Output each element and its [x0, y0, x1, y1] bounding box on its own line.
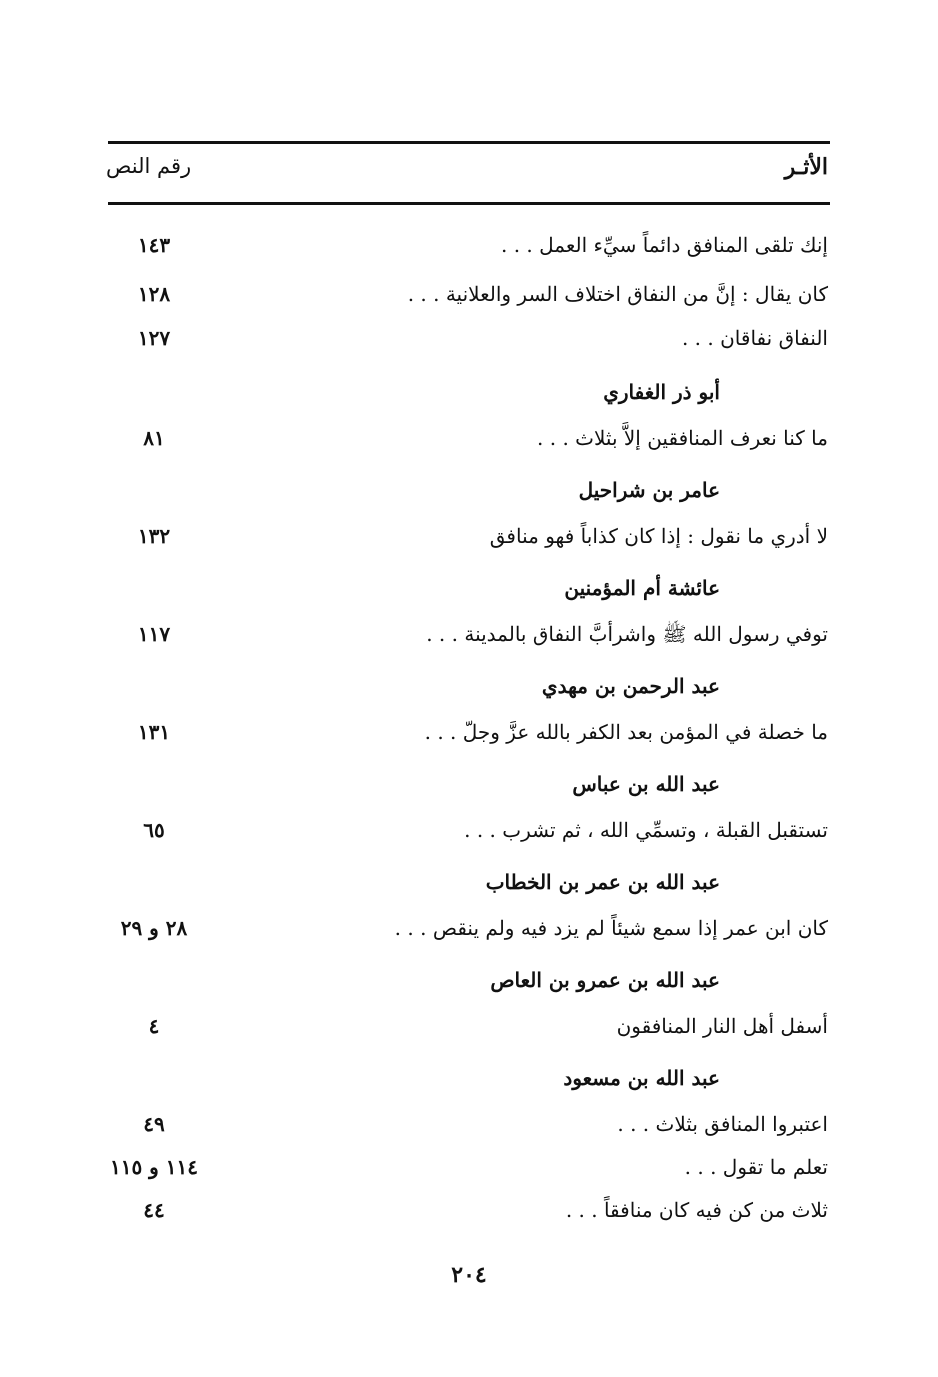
section-name: عبد الله بن مسعود: [563, 1066, 720, 1090]
entry-text: أسفل أهل النار المنافقون: [616, 1014, 828, 1038]
entry-number: ١٣١: [137, 720, 171, 744]
entry-text: ما خصلة في المؤمن بعد الكفر بالله عزَّ وجلّ . . .: [424, 720, 828, 744]
entry-number: ٤: [148, 1014, 160, 1038]
section-heading: [108, 573, 828, 607]
list-item: [108, 423, 828, 457]
section-name: عبد الله بن عمرو بن العاص: [490, 968, 720, 992]
section-heading: [108, 1063, 828, 1097]
section-heading: [108, 965, 828, 999]
entry-number: ٤٩: [143, 1112, 165, 1136]
entry-text: كان يقال : إنَّ من النفاق اختلاف السر والعلانية . . .: [407, 282, 828, 306]
entry-number: ٦٥: [143, 818, 165, 842]
entry-number: ١١٤ و ١١٥: [109, 1155, 199, 1179]
list-item: [108, 279, 828, 313]
entry-text: ما كنا نعرف المنافقين إلاَّ بثلاث . . .: [537, 426, 828, 450]
list-item: [108, 1011, 828, 1045]
entry-text: كان ابن عمر إذا سمع شيئاً لم يزد فيه ولم ينقص . . .: [394, 916, 828, 940]
section-name: أبو ذر الغفاري: [603, 380, 720, 404]
list-item: [108, 230, 828, 264]
list-item: [108, 1109, 828, 1143]
list-item: [108, 913, 828, 947]
list-item: [108, 717, 828, 751]
entry-text: تستقبل القبلة ، وتسمِّي الله ، ثم تشرب . . .: [464, 818, 828, 842]
section-heading: [108, 377, 828, 411]
entry-number: ٨١: [143, 426, 165, 450]
entry-text: توفي رسول الله ﷺ واشرأبَّ النفاق بالمدينة . . .: [426, 622, 828, 646]
list-item: [108, 521, 828, 555]
entry-text: اعتبروا المنافق بثلاث . . .: [617, 1112, 828, 1136]
list-item: [108, 1152, 828, 1186]
entry-number: ١١٧: [137, 622, 171, 646]
list-item: [108, 619, 828, 653]
entry-text: إنك تلقى المنافق دائماً سيِّء العمل . . .: [501, 233, 828, 257]
entry-text: النفاق نفاقان . . .: [681, 326, 828, 350]
list-item: [108, 323, 828, 357]
section-name: عائشة أم المؤمنين: [564, 576, 720, 600]
entry-number: ٤٤: [143, 1198, 165, 1222]
column-header-athar: الأثـر: [784, 154, 828, 180]
header-bottom-rule: [108, 202, 830, 205]
section-name: عبد الله بن عمر بن الخطاب: [485, 870, 720, 894]
section-name: عبد الله بن عباس: [572, 772, 720, 796]
entry-text: لا أدري ما نقول : إذا كان كذاباً فهو منافق: [489, 524, 828, 548]
column-header-text-number: رقم النص: [106, 154, 192, 178]
entry-text: ثلاث من كن فيه كان منافقاً . . .: [565, 1198, 828, 1222]
section-heading: [108, 867, 828, 901]
entry-number: ٢٨ و ٢٩: [120, 916, 188, 940]
page-number: ٢٠٤: [451, 1262, 487, 1288]
section-heading: [108, 671, 828, 705]
section-name: عامر بن شراحيل: [578, 478, 720, 502]
entry-number: ١٣٢: [137, 524, 171, 548]
entry-number: ١٤٣: [137, 233, 171, 257]
entry-number: ١٢٨: [137, 282, 171, 306]
entry-number: ١٢٧: [137, 326, 171, 350]
header-top-rule: [108, 141, 830, 144]
list-item: [108, 1195, 828, 1229]
entry-text: تعلم ما تقول . . .: [684, 1155, 828, 1179]
section-heading: [108, 769, 828, 803]
section-heading: [108, 475, 828, 509]
list-item: [108, 815, 828, 849]
section-name: عبد الرحمن بن مهدي: [541, 674, 720, 698]
